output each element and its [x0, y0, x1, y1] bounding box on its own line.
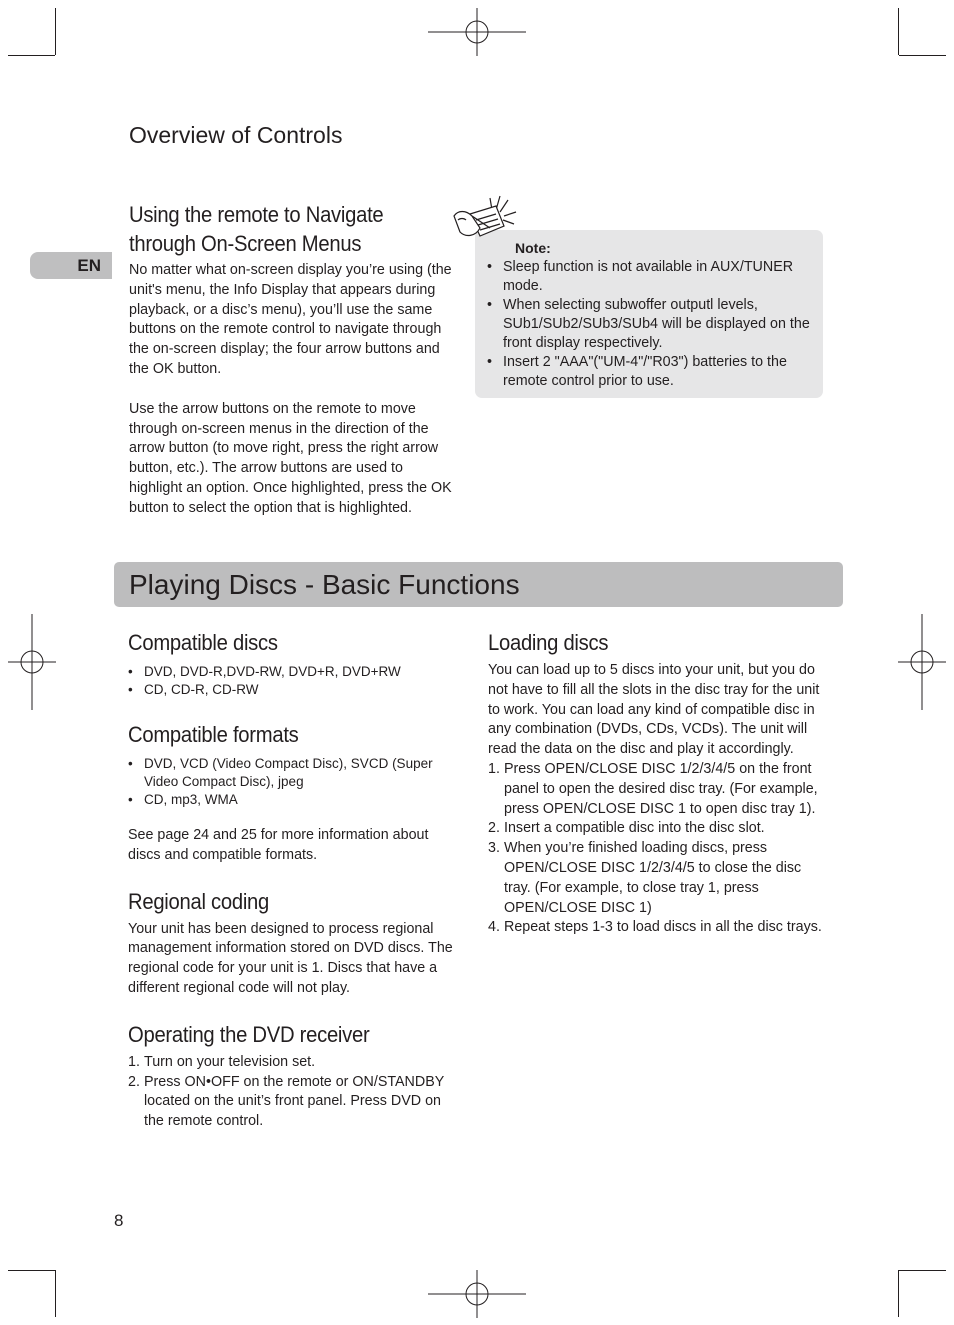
loading-steps [488, 760, 826, 938]
note-label: Note: [515, 240, 551, 256]
list-item: • DVD, VCD (Video Compact Disc), SVCD (Super Video Compact Disc), jpeg [128, 755, 444, 791]
compatible-formats-title: Compatible formats [128, 722, 299, 747]
compatible-formats-list [128, 755, 463, 809]
step-number: 4. [488, 919, 500, 936]
page-number: 8 [114, 1211, 124, 1230]
operating-steps [128, 1053, 460, 1132]
language-tab: EN [30, 252, 112, 279]
step-number: 1. [128, 1053, 140, 1070]
page-title: Overview of Controls [129, 122, 343, 148]
see-page-text: See page 24 and 25 for more information about discs and compatible formats. [128, 827, 429, 863]
crosshair-icon [8, 614, 56, 710]
list-item [488, 760, 826, 819]
list-item [488, 839, 826, 918]
right-column [488, 628, 828, 938]
list-item [488, 918, 826, 938]
list-item: • CD, CD-R, CD-RW [128, 681, 463, 699]
step-number: 2. [488, 820, 500, 837]
crosshair-icon [428, 8, 526, 56]
navigate-section [129, 200, 459, 519]
step-text: Press ON•OFF on the remote or ON/STANDBY located on the unit’s front panel. Press DVD on the remote control. [144, 1073, 445, 1130]
crosshair-icon [428, 1270, 526, 1318]
compatible-discs-list [128, 663, 463, 699]
note-item: • Insert 2 "AAA"("UM-4"/"R03") batteries to the remote control prior to use. [487, 353, 812, 391]
regional-coding-title: Regional coding [128, 888, 270, 914]
step-text: Turn on your television set. [144, 1053, 316, 1070]
note-item: • Sleep function is not available in AUX/TUNER mode. [487, 258, 812, 296]
step-number: 3. [488, 840, 500, 857]
note-list [487, 258, 812, 391]
step-text: Press OPEN/CLOSE DISC 1/2/3/4/5 on the front panel to open the desired disc tray. (For example, press OPEN/CLOSE DISC 1 to open disc tray 1). [504, 760, 818, 817]
list-item [128, 1053, 460, 1073]
navigate-title-line2: through On-Screen Menus [129, 231, 362, 256]
navigate-title-line1: Using the remote to Navigate [129, 202, 384, 227]
navigate-paragraph-1: No matter what on-screen display you’re using (the unit's menu, the Info Display that appears during playback, or a disc’s menu), you’ll use the same buttons on the remote control to navigate through the on-screen display; the four arrow buttons and the OK button. [129, 262, 452, 377]
left-column [128, 628, 463, 1132]
step-text: Repeat steps 1-3 to load discs in all the disc trays. [504, 919, 822, 936]
regional-coding-text: Your unit has been designed to process regional management information stored on DVD discs. The regional code for your unit is 1. Discs that have a different regional code will not play. [128, 920, 453, 996]
step-number: 1. [488, 760, 500, 777]
list-item [488, 819, 826, 839]
hand-writing-icon [450, 192, 522, 248]
step-text: When you’re finished loading discs, press OPEN/CLOSE DISC 1/2/3/4/5 to close the disc tray. (For example, to close tray 1, press OPEN/CLOSE DISC 1) [504, 840, 802, 916]
compatible-discs-title: Compatible discs [128, 630, 278, 655]
loading-discs-title: Loading discs [488, 630, 609, 655]
navigate-paragraph-2: Use the arrow buttons on the remote to move through on-screen menus in the direction of the arrow button (to move right, press the right arrow button, etc.). The arrow buttons are used to highlight an option. Once highlighted, press the OK button to select the option that is highlighted. [129, 400, 452, 516]
list-item [128, 1073, 460, 1132]
list-item: • CD, mp3, WMA [128, 791, 463, 809]
crosshair-icon [898, 614, 946, 710]
loading-intro: You can load up to 5 discs into your unit, but you do not have to fill all the slots in the disc tray for the unit to work. You can load any kind of compatible disc in any combination (DVDs, CDs, VCDs). The unit will read the data on the disc and play it accordingly. [488, 662, 820, 758]
banner-title: Playing Discs - Basic Functions [129, 569, 520, 600]
note-item: • When selecting subwoffer outputl levels, SUb1/SUb2/SUb3/SUb4 will be displayed on the front display respectively. [487, 296, 812, 353]
list-item: • DVD, DVD-R,DVD-RW, DVD+R, DVD+RW [128, 663, 463, 681]
step-text: Insert a compatible disc into the disc slot. [504, 820, 765, 837]
step-number: 2. [128, 1073, 140, 1090]
operating-title: Operating the DVD receiver [128, 1021, 370, 1047]
